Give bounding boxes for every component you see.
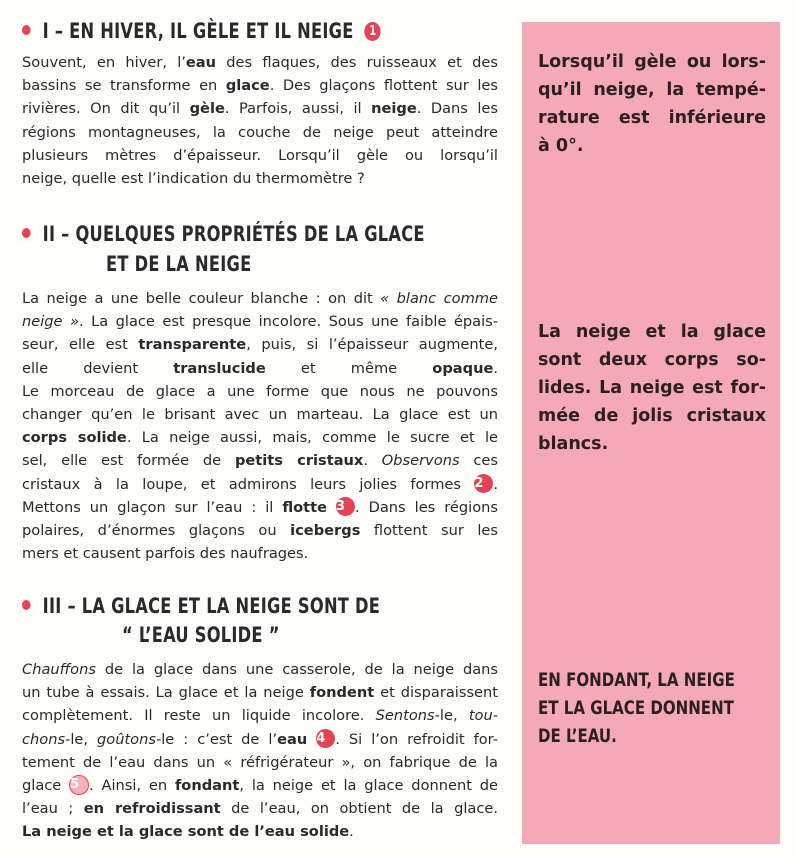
text-line: Le morceau de glace a une forme que nous ne pouvons	[22, 382, 498, 400]
italic-term: Sentons	[375, 707, 435, 725]
text-line: neige ». La glace est presque incolore. Sous une faible épais-	[22, 313, 499, 331]
text-line: plusieurs mètres d’épaisseur. Lorsqu’il gèle ou lorsqu’il	[22, 146, 498, 164]
text-line: neige, quelle est l’indication du thermomètre ?	[22, 170, 365, 188]
bullet-icon	[22, 25, 31, 35]
text-line: corps solide. La neige aussi, mais, comme le sucre et le	[22, 429, 499, 447]
bold-term: opaque	[432, 359, 494, 377]
summary-line: blancs.	[538, 434, 609, 454]
summary-line: mée de jolis cristaux	[538, 406, 766, 426]
text-line: La neige et la glace sont de l’eau solide.	[22, 823, 354, 841]
text-line: complètement. Il reste un liquide incolore. Sentons-le, tou-	[22, 707, 498, 725]
ref-badge: 4	[316, 729, 335, 748]
bold-term: La neige et la glace sont de l’eau solide	[22, 823, 350, 841]
italic-term: Observons	[381, 452, 460, 470]
bold-term: flotte	[282, 498, 328, 516]
summary-sidebar	[522, 22, 780, 844]
summary-box-2	[538, 318, 766, 458]
bold-term: transparente	[138, 336, 247, 354]
section3-heading-line2: “ L’EAU SOLIDE ”	[122, 623, 280, 647]
bullet-icon	[22, 228, 31, 238]
text-line: mers et causent parfois des naufrages.	[22, 545, 309, 563]
summary-line: Lorsqu’il gèle ou lors-	[538, 52, 766, 72]
bold-term: eau	[185, 54, 217, 71]
text-line: bassins se transforme en glace. Des glaçons flottent sur les	[22, 77, 498, 95]
section3-heading-line1: III – LA GLACE ET LA NEIGE SONT DE	[22, 592, 380, 620]
text-line: Chauffons de la glace dans une casserole, de la neige dans	[22, 661, 498, 678]
section2-heading-line1: II – QUELQUES PROPRIÉTÉS DE LA GLACE	[22, 220, 425, 248]
text-line: elle devient translucide et même opaque.	[22, 359, 498, 377]
text-line: un tube à essais. La glace et la neige fondent et disparaissent	[22, 684, 498, 702]
text-line: glace 5 . Ainsi, en fondant, la neige et la glace donnent de	[22, 777, 498, 795]
summary-line: La neige et la glace	[538, 322, 766, 342]
bold-term: translucide	[173, 359, 266, 377]
text-line: seur, elle est transparente, puis, si l’épaisseur augmente,	[22, 336, 498, 354]
italic-term: tou-	[468, 707, 498, 725]
text-line: Souvent, en hiver, l’eau des flaques, des ruisseaux et des	[22, 54, 498, 71]
text-line: changer qu’en le brisant avec un marteau. La glace est un	[22, 406, 498, 424]
bold-term: glace	[225, 77, 270, 95]
summary-box-3	[538, 666, 749, 750]
summary-line: sont deux corps so-	[538, 350, 766, 370]
bold-term: fondent	[309, 684, 375, 702]
ref-1-badge: 1	[365, 22, 381, 41]
summary-line: lides. La neige est for-	[538, 378, 766, 398]
italic-term: « blanc comme	[380, 290, 499, 307]
bold-term: neige	[371, 100, 417, 118]
bold-term: eau	[277, 730, 308, 748]
summary-box-1	[538, 48, 766, 160]
summary-line: rature est inférieure	[538, 108, 766, 128]
summary-line: ET LA GLACE DONNENT	[538, 697, 734, 719]
bold-term: icebergs	[290, 522, 361, 540]
text-line: rivières. On dit qu’il gèle. Parfois, aussi, il neige. Dans les	[22, 100, 498, 118]
bold-term: corps solide	[22, 429, 127, 447]
italic-term: neige »	[22, 313, 79, 331]
italic-term: goûtons	[97, 730, 156, 748]
ref-badge: 2	[474, 474, 493, 493]
text-line: Mettons un glaçon sur l’eau : il flotte 3 . Dans les régions	[22, 498, 499, 516]
text-line: sel, elle est formée de petits cristaux. Observons ces	[22, 452, 498, 470]
text-line: chons-le, goûtons-le : c’est de l’eau 4 . Si l’on refroidit for-	[22, 730, 499, 748]
bold-term: fondant	[174, 777, 240, 795]
italic-term: chons	[22, 730, 66, 748]
summary-line: qu’il neige, la tempé-	[538, 80, 766, 100]
ref-badge: 5	[69, 775, 89, 795]
bold-term: petits cristaux	[234, 452, 364, 470]
section3-text	[22, 658, 498, 844]
summary-line: EN FONDANT, LA NEIGE	[538, 669, 735, 691]
bullet-icon	[22, 600, 31, 610]
text-line: l’eau ; en refroidissant de l’eau, on obtient de la glace.	[22, 800, 499, 818]
summary-line: DE L’EAU.	[538, 725, 617, 747]
bold-term: gèle	[189, 100, 225, 118]
section1-text	[22, 51, 498, 190]
text-line: cristaux à la loupe, et admirons leurs jolies formes 2 .	[22, 475, 498, 493]
section2-heading-line2: ET DE LA NEIGE	[106, 252, 252, 276]
ref-badge: 3	[336, 497, 355, 516]
bold-term: en refroidissant	[83, 800, 221, 818]
text-line: polaires, d’énormes glaçons ou icebergs flottent sur les	[22, 522, 499, 540]
section1-heading: I – EN HIVER, IL GÈLE ET IL NEIGE 1	[22, 17, 381, 45]
text-line: La neige a une belle couleur blanche : on dit « blanc comme	[22, 290, 499, 307]
summary-line: à 0°.	[538, 136, 584, 156]
italic-term: Chauffons	[22, 661, 96, 678]
text-line: tement de l’eau dans un « réfrigérateur », on fabrique de la	[22, 753, 498, 771]
text-line: régions montagneuses, la couche de neige peut atteindre	[22, 123, 498, 141]
section2-text	[22, 287, 498, 565]
